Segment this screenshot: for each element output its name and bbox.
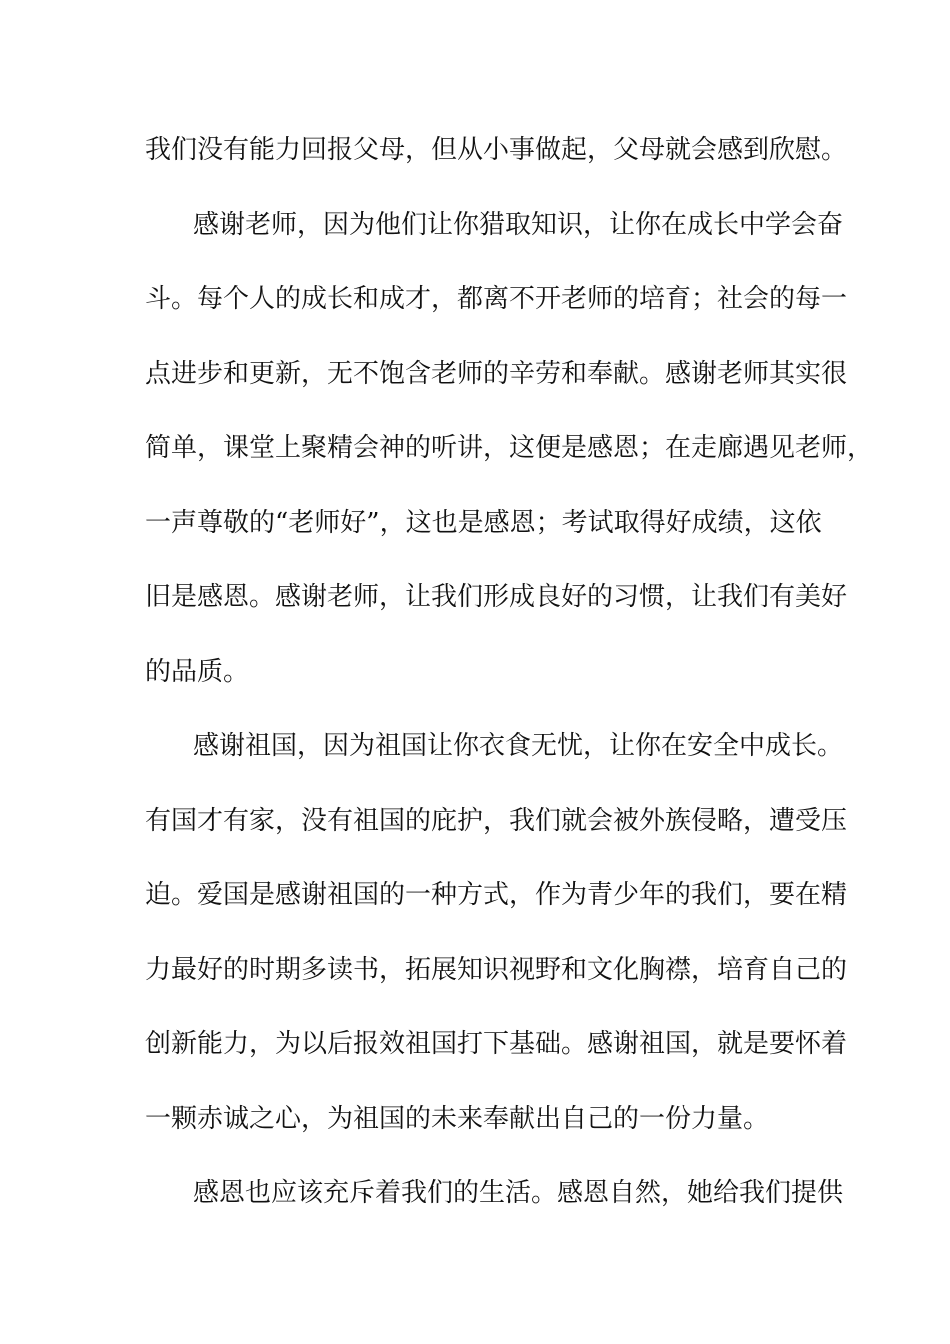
text-line-1: 我们没有能力回报父母，但从小事做起，父母就会感到欣慰。 — [145, 135, 848, 165]
text-line-13: 创新能力，为以后报效祖国打下基础。感谢祖国，就是要怀着 — [145, 1029, 848, 1059]
text-line-5: 简单，课堂上聚精会神的听讲，这便是感恩；在走廊遇见老师， — [145, 433, 874, 463]
text-line-8: 的品质。 — [145, 657, 250, 687]
text-line-6: 一声尊敬的“老师好”，这也是感恩；考试取得好成绩，这依 — [145, 508, 822, 538]
text-line-4: 点进步和更新，无不饱含老师的辛劳和奉献。感谢老师其实很 — [145, 359, 848, 389]
text-line-2: 感谢老师，因为他们让你猎取知识，让你在成长中学会奋 — [193, 210, 844, 240]
text-line-12: 力最好的时期多读书，拓展知识视野和文化胸襟，培育自己的 — [145, 955, 848, 985]
text-line-3: 斗。每个人的成长和成才，都离不开老师的培育；社会的每一 — [145, 284, 848, 314]
text-line-10: 有国才有家，没有祖国的庇护，我们就会被外族侵略，遭受压 — [145, 806, 848, 836]
text-line-9: 感谢祖国，因为祖国让你衣食无忧，让你在安全中成长。 — [193, 731, 844, 761]
text-line-7: 旧是感恩。感谢老师，让我们形成良好的习惯，让我们有美好 — [145, 582, 848, 612]
text-line-14: 一颗赤诚之心，为祖国的未来奉献出自己的一份力量。 — [145, 1104, 770, 1134]
text-line-11: 迫。爱国是感谢祖国的一种方式，作为青少年的我们，要在精 — [145, 880, 848, 910]
text-line-15: 感恩也应该充斥着我们的生活。感恩自然，她给我们提供 — [193, 1178, 844, 1208]
